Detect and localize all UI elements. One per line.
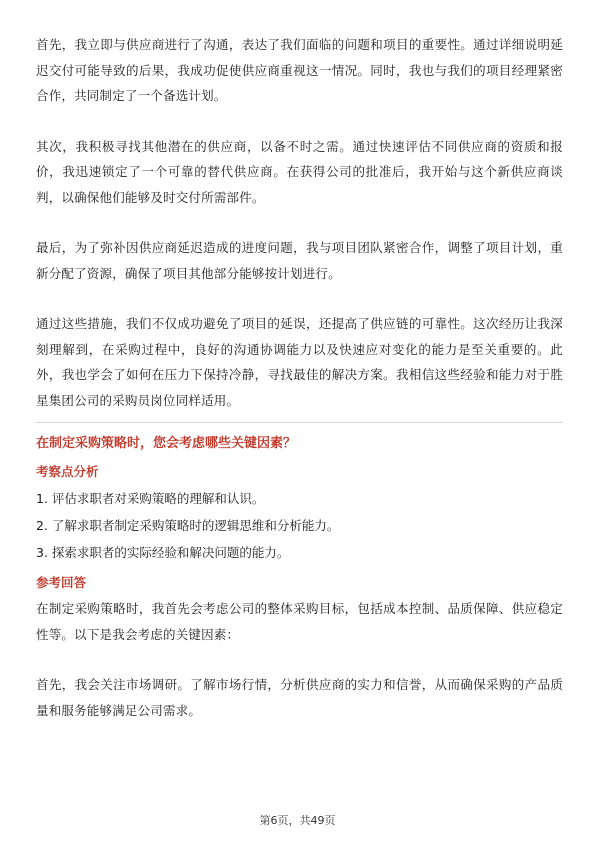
paragraph-gap	[36, 210, 563, 235]
body-paragraph-4: 通过这些措施，我们不仅成功避免了项目的延误，还提高了供应链的可靠性。这次经历让我深刻理解到，在采购过程中，良好的沟通协调能力以及快速应对变化的能力是至关重要的。此外，我也学会了如何在压力下保持冷静，寻找最佳的解决方案。我相信这些经验和能力对于胜星集团公司的采购员岗位同样适用。	[36, 316, 563, 408]
answer-paragraph-2: 首先，我会关注市场调研。了解市场行情，分析供应商的实力和信誉，从而确保采购的产品质量和服务能够满足公司需求。	[36, 677, 563, 718]
body-paragraph-3: 最后，为了弥补因供应商延迟造成的进度问题，我与项目团队紧密合作，调整了项目计划，重新分配了资源，确保了项目其他部分能够按计划进行。	[36, 240, 563, 281]
analysis-item-2: 2. 了解求职者制定采购策略时的逻辑思维和分析能力。	[36, 518, 340, 533]
interview-question: 在制定采购策略时，您会考虑哪些关键因素？	[36, 436, 297, 451]
paragraph-gap	[36, 286, 563, 311]
body-paragraph-1: 首先，我立即与供应商进行了沟通，表达了我们面临的问题和项目的重要性。通过详细说明延迟交付可能导致的后果，我成功促使供应商重视这一情况。同时，我也与我们的项目经理紧密合作，共同制定了一个备选计划。	[36, 37, 563, 103]
analysis-item-3: 3. 探索求职者的实际经验和解决问题的能力。	[36, 545, 290, 560]
page-content	[36, 32, 563, 723]
paragraph-gap	[36, 647, 563, 672]
analysis-heading: 考察点分析	[36, 464, 99, 479]
section-divider	[36, 422, 563, 423]
answer-heading: 参考回答	[36, 575, 87, 590]
page-number-footer: 第6页，共49页	[259, 814, 336, 827]
analysis-item-1: 1. 评估求职者对采购策略的理解和认识。	[36, 491, 265, 506]
answer-paragraph-1: 在制定采购策略时，我首先会考虑公司的整体采购目标，包括成本控制、品质保障、供应稳定性等。以下是我会考虑的关键因素：	[36, 601, 563, 642]
body-paragraph-2: 其次，我积极寻找其他潜在的供应商，以备不时之需。通过快速评估不同供应商的资质和报价，我迅速锁定了一个可靠的替代供应商。在获得公司的批准后，我开始与这个新供应商谈判，以确保他们能够及时交付所需部件。	[36, 138, 563, 205]
paragraph-gap	[36, 109, 563, 134]
